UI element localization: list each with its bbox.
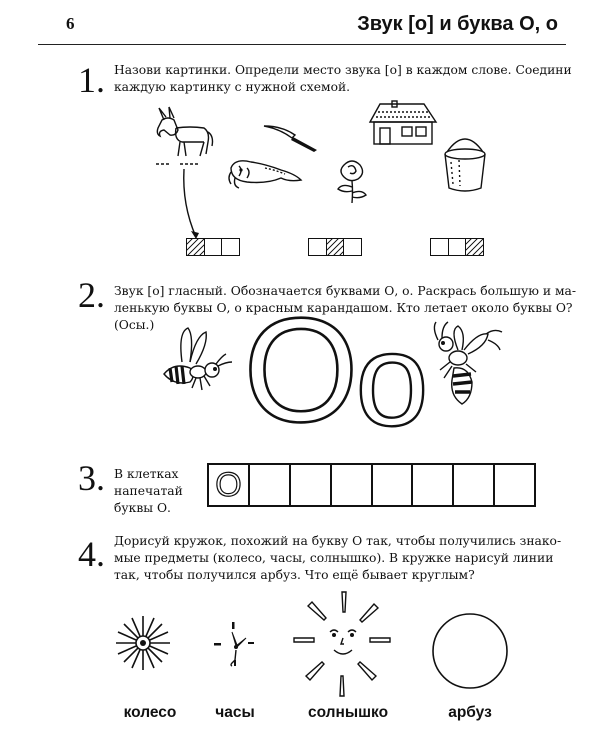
caption-watermelon: арбуз xyxy=(448,704,492,721)
grid-cell-8[interactable] xyxy=(495,465,534,505)
task-4-line-3: так, чтобы получился арбуз. Что ещё бывает круглым? xyxy=(114,568,475,582)
grid-cell-6[interactable] xyxy=(413,465,454,505)
grid-cell-5[interactable] xyxy=(373,465,414,505)
wasp-left-icon xyxy=(160,322,240,394)
wasp-right-icon xyxy=(428,320,510,410)
page-title: Звук [о] и буква О, о xyxy=(357,13,558,35)
task-4-line-2: мые предметы (колесо, часы, солнышко). В кружке нарисуй линии xyxy=(114,551,554,565)
small-letter-o[interactable]: o xyxy=(355,306,429,453)
catfish-picture xyxy=(225,152,305,192)
sun-rays-icon[interactable] xyxy=(290,590,400,700)
task-4-line-1: Дорисуй кружок, похожий на букву О так, чтобы получились знако- xyxy=(114,534,562,548)
watermelon-circle-icon[interactable] xyxy=(430,610,510,692)
house-picture xyxy=(366,100,440,146)
caption-sun: солнышко xyxy=(307,704,389,721)
task-3-line-1: В клетках xyxy=(114,467,179,481)
wheel-spokes-icon[interactable] xyxy=(112,612,174,674)
grid-cell-2[interactable] xyxy=(250,465,291,505)
task-3-line-3: буквы О. xyxy=(114,501,171,515)
sound-scheme-1[interactable] xyxy=(186,238,240,256)
sound-scheme-2[interactable] xyxy=(308,238,362,256)
task-1-number: 1. xyxy=(78,60,105,100)
task-3-line-2: напечатай xyxy=(114,484,183,498)
grid-cell-4[interactable] xyxy=(332,465,373,505)
caption-wheel: колесо xyxy=(123,704,177,721)
big-letter-o[interactable]: O xyxy=(243,288,359,453)
rose-picture xyxy=(330,155,374,205)
grid-cell-7[interactable] xyxy=(454,465,495,505)
donkey-picture xyxy=(150,106,220,174)
header-rule xyxy=(38,44,566,45)
task-2-number: 2. xyxy=(78,275,105,315)
clock-hands-icon[interactable] xyxy=(210,620,256,670)
caption-clock: часы xyxy=(215,704,255,721)
connect-arrow xyxy=(170,165,210,245)
task-3-number: 3. xyxy=(78,458,105,498)
bucket-picture xyxy=(437,134,493,196)
task-1-line-1: Назови картинки. Определи место звука [о] в каждом слове. Соедини xyxy=(114,63,572,77)
sound-scheme-3[interactable] xyxy=(430,238,484,256)
knife-picture xyxy=(262,123,320,153)
task-1-line-2: каждую картинку с нужной схемой. xyxy=(114,80,351,94)
task-2-line-1: Звук [о] гласный. Обозначается буквами О, о. Раскрась большую и ма- xyxy=(114,284,576,298)
grid-cell-3[interactable] xyxy=(291,465,332,505)
sample-letter-o: O xyxy=(215,466,242,504)
task-2-line-3: (Осы.) xyxy=(114,318,155,332)
grid-cell-1[interactable] xyxy=(209,465,250,505)
letter-grid xyxy=(207,463,536,507)
page-number: 6 xyxy=(66,14,75,33)
task-4-number: 4. xyxy=(78,534,105,574)
task-2-line-2: ленькую буквы О, о красным карандашом. Кто летает около буквы О? xyxy=(114,301,573,315)
